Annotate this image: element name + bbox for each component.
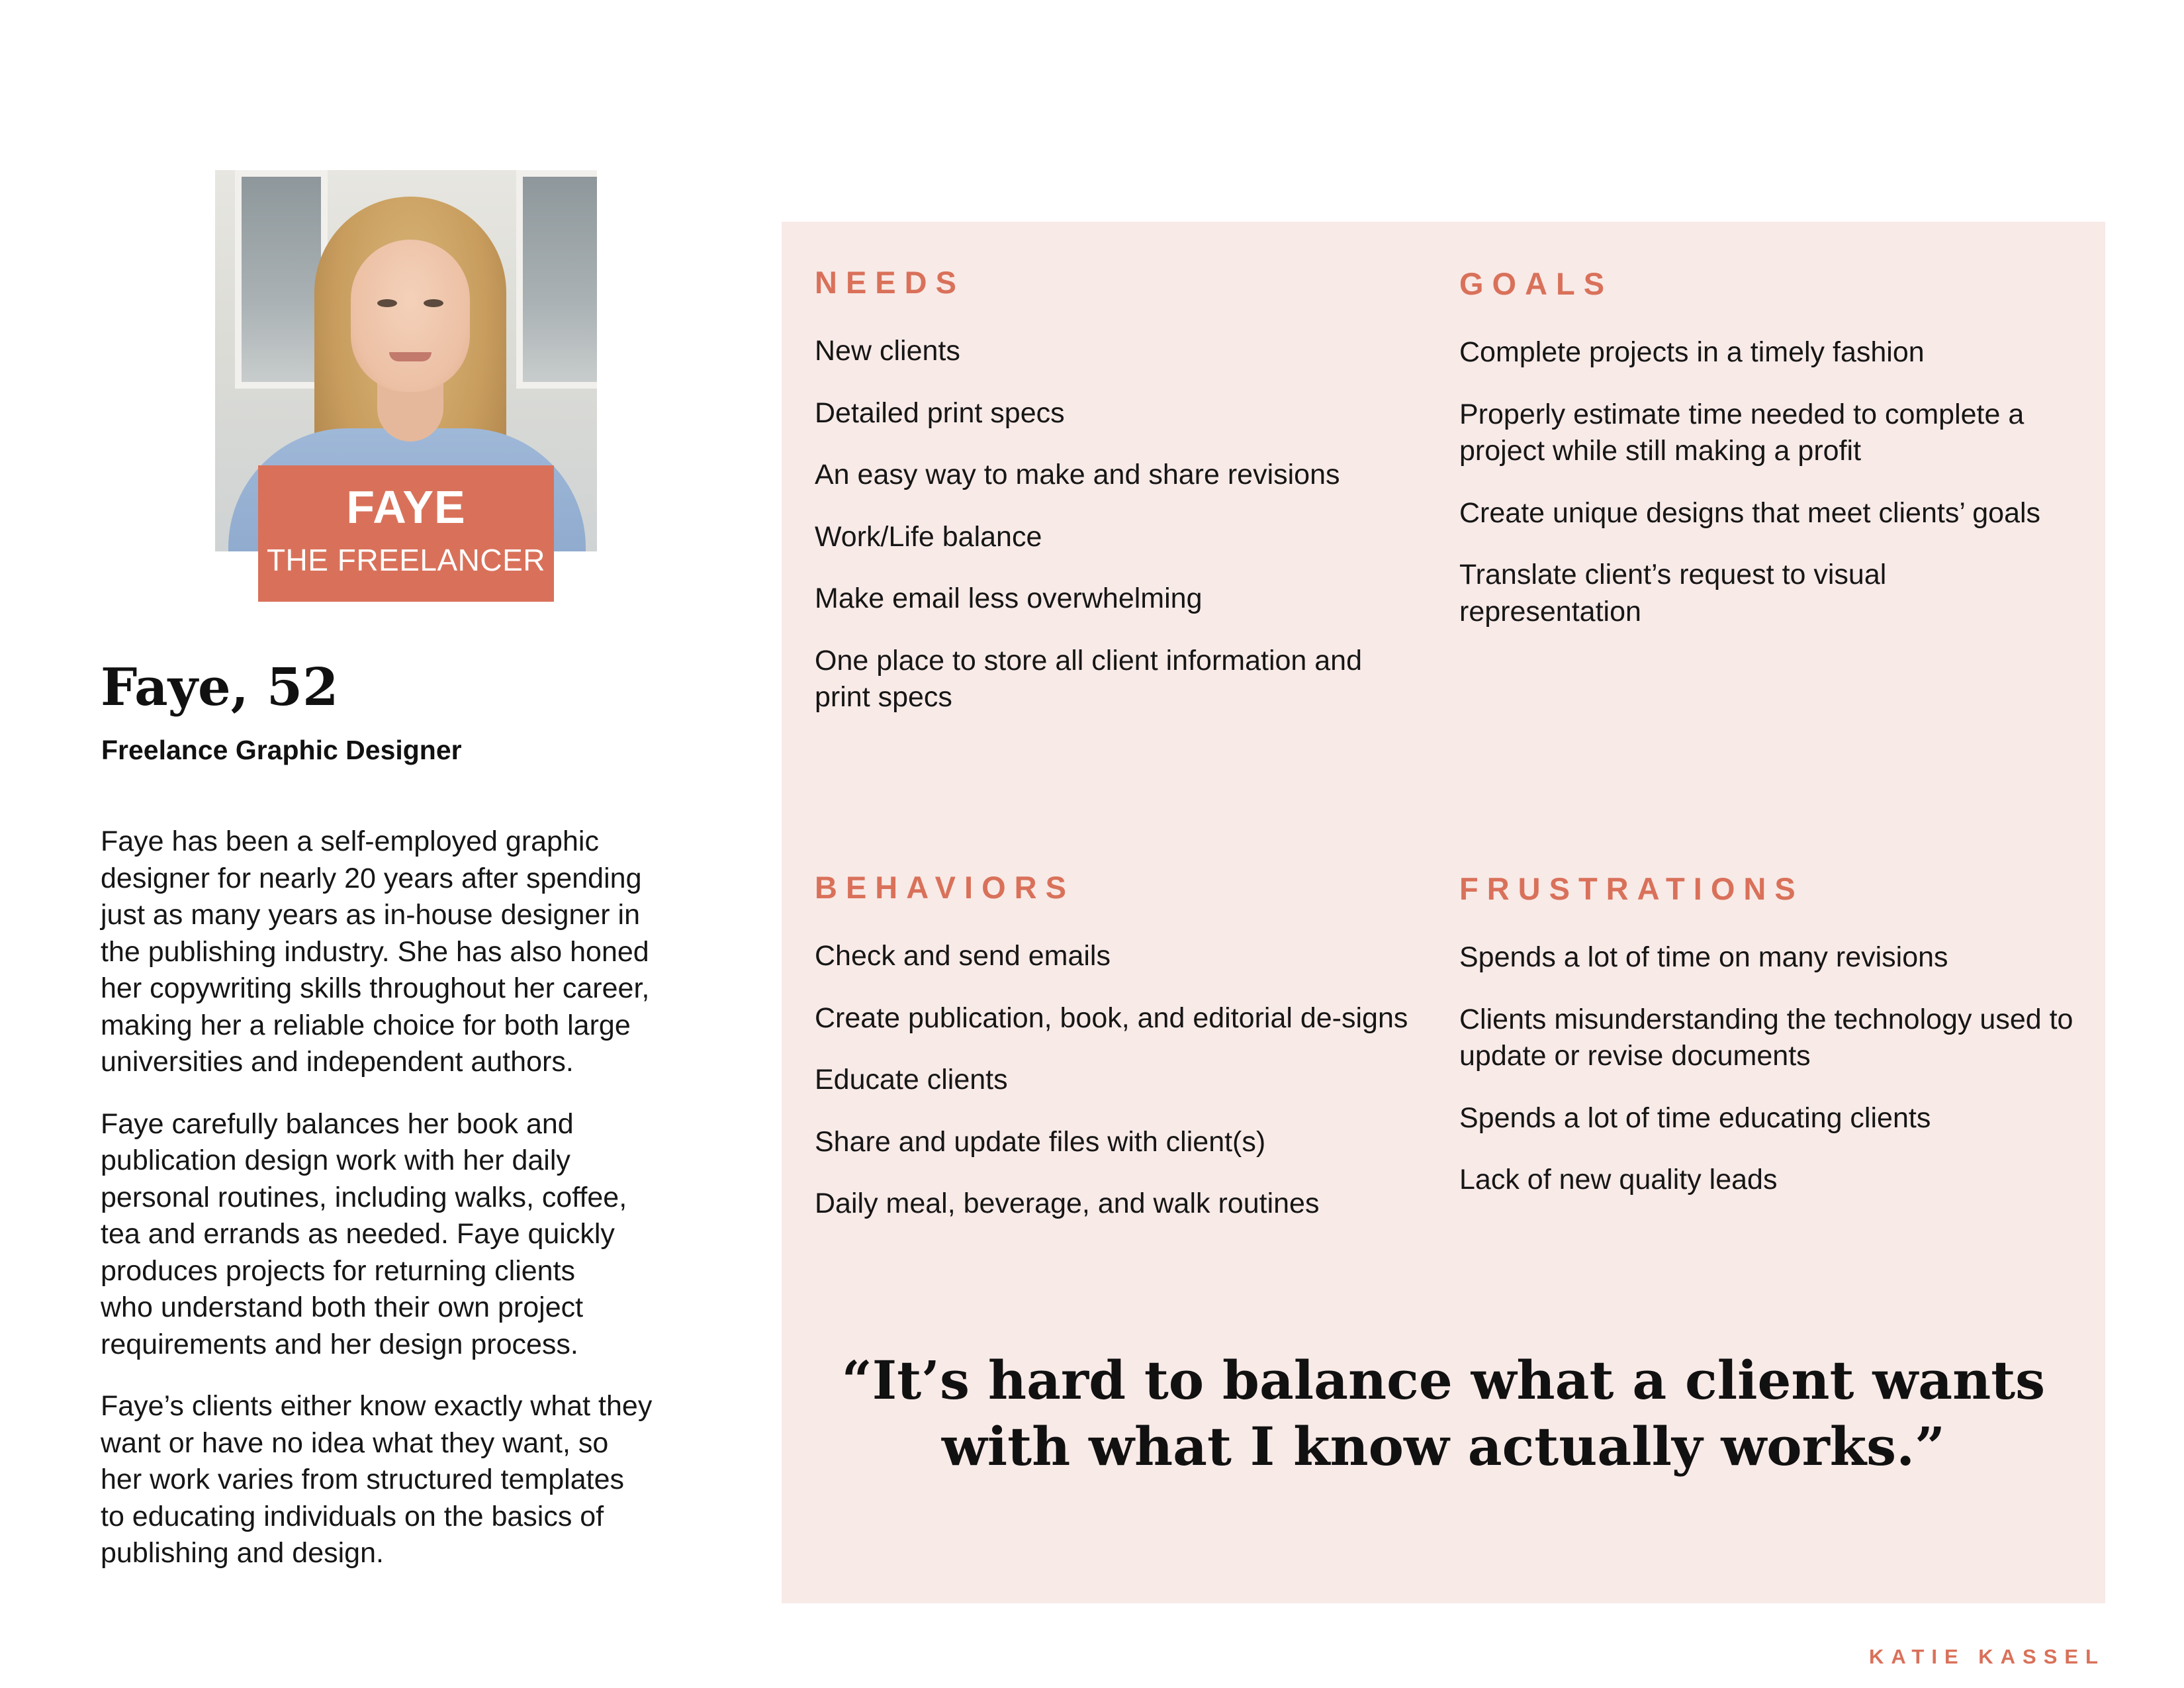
behaviors-item: Check and send emails xyxy=(815,940,1111,972)
behaviors-list xyxy=(815,938,1424,1223)
frustrations-section xyxy=(1459,873,2075,1224)
behaviors-item: Create publication, book, and editorial de-signs xyxy=(815,1002,1408,1034)
frustrations-item: Spends a lot of time educating clients xyxy=(1459,1102,1931,1134)
bio-paragraph: Faye has been a self-employed graphic designer for nearly 20 years after spending just as many years as in-house designer in the publishing industry. She has also honed her copywriting skills throughout her career, making her a reliable choice for both large universities and independent authors. xyxy=(101,825,650,1078)
photo-face xyxy=(351,240,470,392)
name-tag-first-name: FAYE xyxy=(346,481,466,533)
persona-role: Freelance Graphic Designer xyxy=(101,735,462,765)
needs-item: Work/Life balance xyxy=(815,520,1042,553)
needs-list xyxy=(815,333,1424,716)
frustrations-list xyxy=(1459,939,2075,1199)
needs-item: One place to store all client information and print specs xyxy=(815,644,1363,713)
needs-item: New clients xyxy=(815,335,960,367)
photo-eye xyxy=(424,299,443,307)
behaviors-item: Educate clients xyxy=(815,1064,1008,1096)
goals-item: Translate client’s request to visual representation xyxy=(1459,559,1887,628)
background-window xyxy=(516,170,597,389)
persona-name-age: Faye, 52 xyxy=(101,657,339,718)
persona-bio xyxy=(101,823,696,1597)
frustrations-item: Spends a lot of time on many revisions xyxy=(1459,941,1948,973)
goals-item: Properly estimate time needed to complete a project while still making a profit xyxy=(1459,398,2025,467)
needs-item: Detailed print specs xyxy=(815,397,1065,429)
needs-item: Make email less overwhelming xyxy=(815,583,1203,614)
goals-section xyxy=(1459,268,2075,655)
needs-item: An easy way to make and share revisions xyxy=(815,459,1340,491)
goals-item: Complete projects in a timely fashion xyxy=(1459,336,1925,368)
bio-paragraph: Faye carefully balances her book and publication design work with her daily personal routines, including walks, coffee, tea and errands as needed. Faye quickly produces projects for returning clients who understand both their own project requirements and her design process. xyxy=(101,1107,627,1360)
author-signature: KATIE KASSEL xyxy=(1868,1645,2105,1668)
behaviors-item: Daily meal, beverage, and walk routines xyxy=(815,1188,1320,1219)
bio-paragraph: Faye’s clients either know exactly what they want or have no idea what they want, so her work varies from structured templates to educating individuals on the basics of publishing and design. xyxy=(101,1390,653,1569)
persona-quote: “It’s hard to balance what a client wants with what I know actually works.” xyxy=(841,1349,2046,1477)
persona-name-tag xyxy=(258,465,554,602)
photo-eye xyxy=(377,299,397,307)
photo-mouth xyxy=(389,352,432,361)
name-tag-subtitle: THE FREELANCER xyxy=(266,543,546,577)
goals-list xyxy=(1459,334,2075,630)
behaviors-heading: BEHAVIORS xyxy=(815,870,1075,905)
frustrations-item: Lack of new quality leads xyxy=(1459,1164,1778,1196)
goals-item: Create unique designs that meet clients’ goals xyxy=(1459,496,2041,529)
needs-section xyxy=(815,267,1424,741)
behaviors-section xyxy=(815,872,1424,1248)
persona-details-panel xyxy=(782,222,2105,1603)
behaviors-item: Share and update files with client(s) xyxy=(815,1125,1266,1158)
background-window xyxy=(235,170,328,389)
goals-heading: GOALS xyxy=(1459,266,1614,301)
frustrations-item: Clients misunderstanding the technology used to update or revise documents xyxy=(1459,1003,2073,1072)
needs-heading: NEEDS xyxy=(815,265,965,300)
frustrations-heading: FRUSTRATIONS xyxy=(1459,871,1804,906)
